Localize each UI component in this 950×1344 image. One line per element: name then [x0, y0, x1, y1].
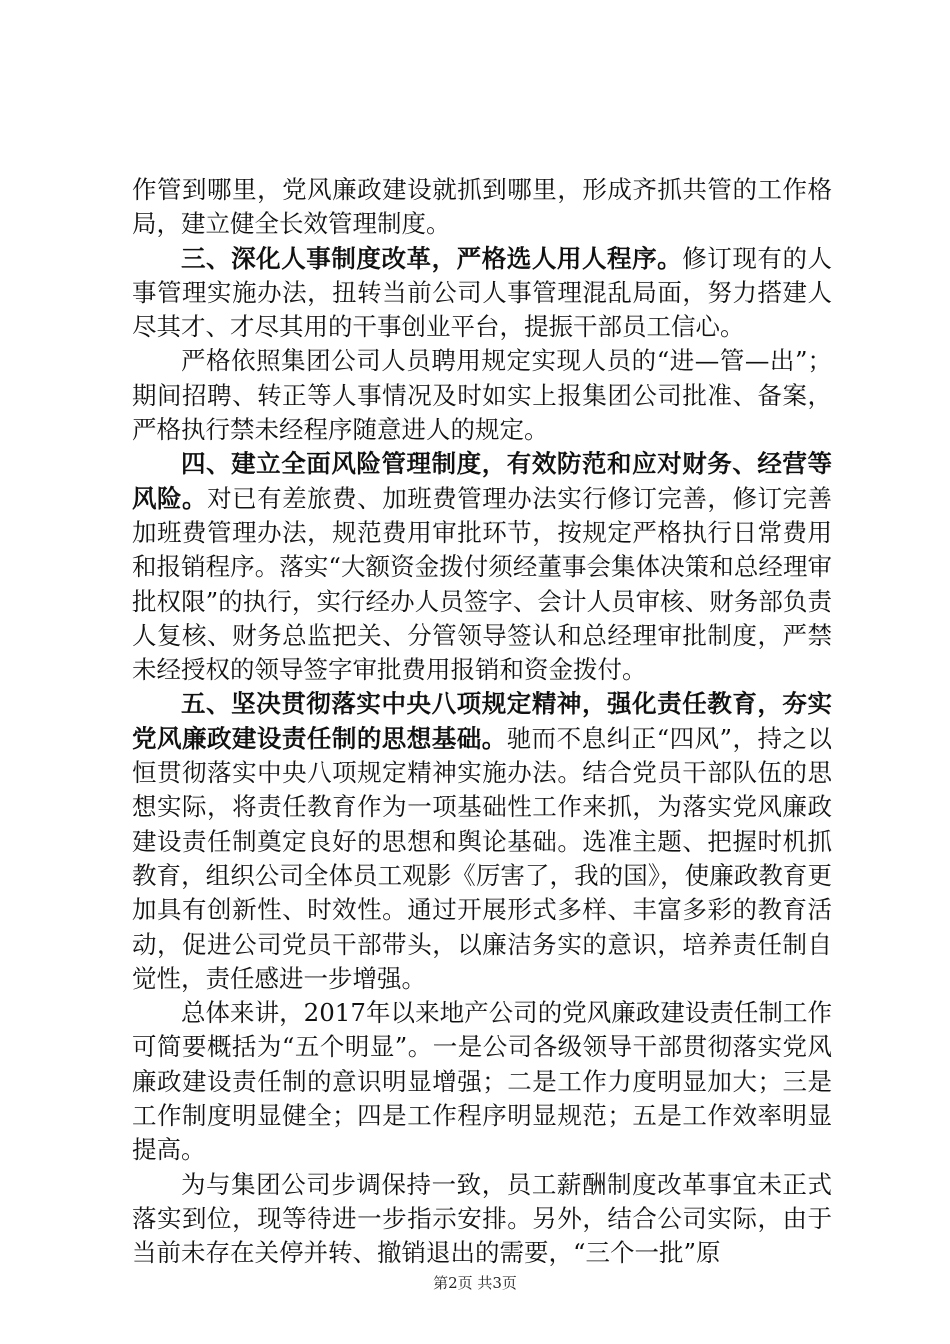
- paragraph-text: 对已有差旅费、加班费管理办法实行修订完善，修订完善加班费管理办法，规范费用审批环节，按规定严格执行日常费用和报销程序。落实“大额资金拨付须经董事会集体决策和总经理审批权限”的执行，实行经办人员签字、会计人员审核、财务部负责人复核、财务总监把关、分管领导签认和总经理审批制度，严禁未经授权的领导签字审批费用报销和资金拨付。: [132, 483, 833, 685]
- section-heading: 三、深化人事制度改革，严格选人用人程序。: [181, 243, 683, 273]
- paragraph-text: 修订现有的人事管理实施办法，扭转当前公司人事管理混乱局面，努力搭建人尽其才、才尽其用的干事创业平台，提振干部员工信心。: [132, 243, 833, 342]
- paragraph-hiring-rules: [132, 344, 832, 447]
- paragraph-salary-reform: [132, 1168, 832, 1271]
- paragraph-continued: [132, 173, 832, 242]
- section-heading: 四、建立全面风险管理制度，有效防范和应对财务、经营等风险。: [132, 449, 832, 513]
- paragraph-section-three: [132, 242, 832, 345]
- paragraph-text: 为与集团公司步调保持一致，员工薪酬制度改革事宜未正式落实到位，现等待进一步指示安排。另外，结合公司实际，由于当前未存在关停并转、撤销退出的需要，“三个一批”原: [132, 1169, 832, 1268]
- page-number-footer: 第2页 共3页: [433, 1274, 517, 1292]
- paragraph-text: 驰而不息纠正“四风”，持之以恒贯彻落实中央八项规定精神实施办法。结合党员干部队伍的思想实际，将责任教育作为一项基础性工作来抓，为落实党风廉政建设责任制奠定良好的思想和舆论基础。选准主题、把握时机抓教育，组织公司全体员工观影《厉害了，我的国》，使廉政教育更加具有创新性、时效性。通过开展形式多样、丰富多彩的教育活动，促进公司党员干部带头，以廉洁务实的意识，培养责任制自觉性，责任感进一步增强。: [132, 723, 832, 993]
- paragraph-section-four: [132, 447, 832, 687]
- paragraph-text: 作管到哪里，党风廉政建设就抓到哪里，形成齐抓共管的工作格局，建立健全长效管理制度。: [132, 175, 832, 239]
- section-heading: 五、坚决贯彻落实中央八项规定精神，强化责任教育，夯实党风廉政建设责任制的思想基础。: [132, 689, 832, 753]
- paragraph-text: 总体来讲，2017年以来地产公司的党风廉政建设责任制工作可简要概括为“五个明显”。一是公司各级领导干部贯彻落实党风廉政建设责任制的意识明显增强；二是工作力度明显加大；三是工作制度明显健全；四是工作程序明显规范；五是工作效率明显提高。: [132, 998, 832, 1165]
- paragraph-section-five: [132, 687, 832, 996]
- document-body: [132, 173, 832, 1271]
- paragraph-summary: [132, 996, 832, 1167]
- paragraph-text: 严格依照集团公司人员聘用规定实现人员的“进—管—出”；期间招聘、转正等人事情况及时如实上报集团公司批准、备案，严格执行禁未经程序随意进人的规定。: [132, 346, 832, 445]
